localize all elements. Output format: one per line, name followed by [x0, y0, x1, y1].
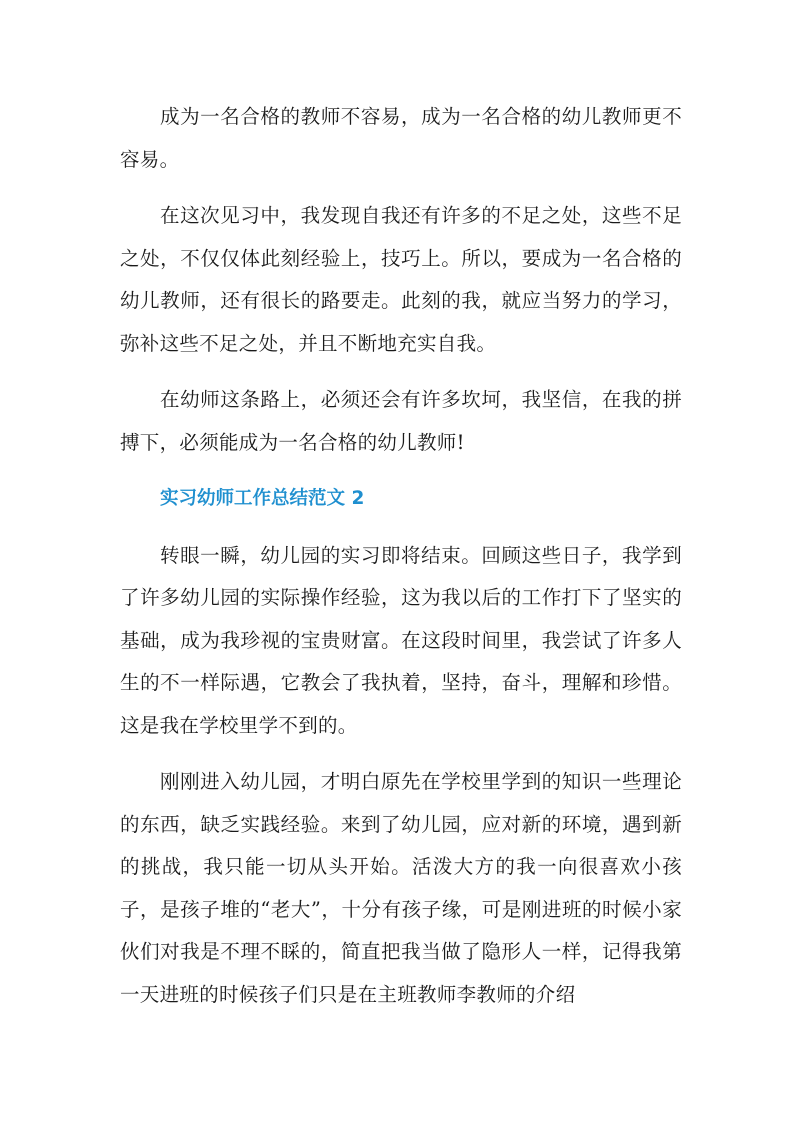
section-heading: 实习幼师工作总结范文 2 [160, 488, 365, 509]
document-page [120, 96, 682, 1030]
paragraph-1: 成为一名合格的教师不容易，成为一名合格的幼儿教师更不容易。 [120, 105, 682, 171]
paragraph-4: 转眼一瞬，幼儿园的实习即将结束。回顾这些日子，我学到了许多幼儿园的实际操作经验，这为我以后的工作打下了坚实的基础，成为我珍视的宝贵财富。在这段时间里，我尝试了许多人生的不一样际遇，它教会了我执着，坚持，奋斗，理解和珍惜。这是我在学校里学不到的。 [120, 543, 682, 737]
paragraph-3: 在幼师这条路上，必须还会有许多坎坷，我坚信，在我的拼搏下，必须能成为一名合格的幼儿教师! [120, 388, 682, 454]
paragraph-5: 刚刚进入幼儿园，才明白原先在学校里学到的知识一些理论的东西，缺乏实践经验。来到了幼儿园，应对新的环境，遇到新的挑战，我只能一切从头开始。活泼大方的我一向很喜欢小孩子，是孩子堆的“老大”，十分有孩子缘，可是刚进班的时候小家伙们对我是不理不睬的，简直把我当做了隐形人一样，记得我第一天进班的时候孩子们只是在主班教师李教师的介绍 [120, 770, 682, 1006]
paragraph-2: 在这次见习中，我发现自我还有许多的不足之处，这些不足之处，不仅仅体此刻经验上，技巧上。所以，要成为一名合格的幼儿教师，还有很长的路要走。此刻的我，就应当努力的学习，弥补这些不足之处，并且不断地充实自我。 [120, 204, 682, 355]
